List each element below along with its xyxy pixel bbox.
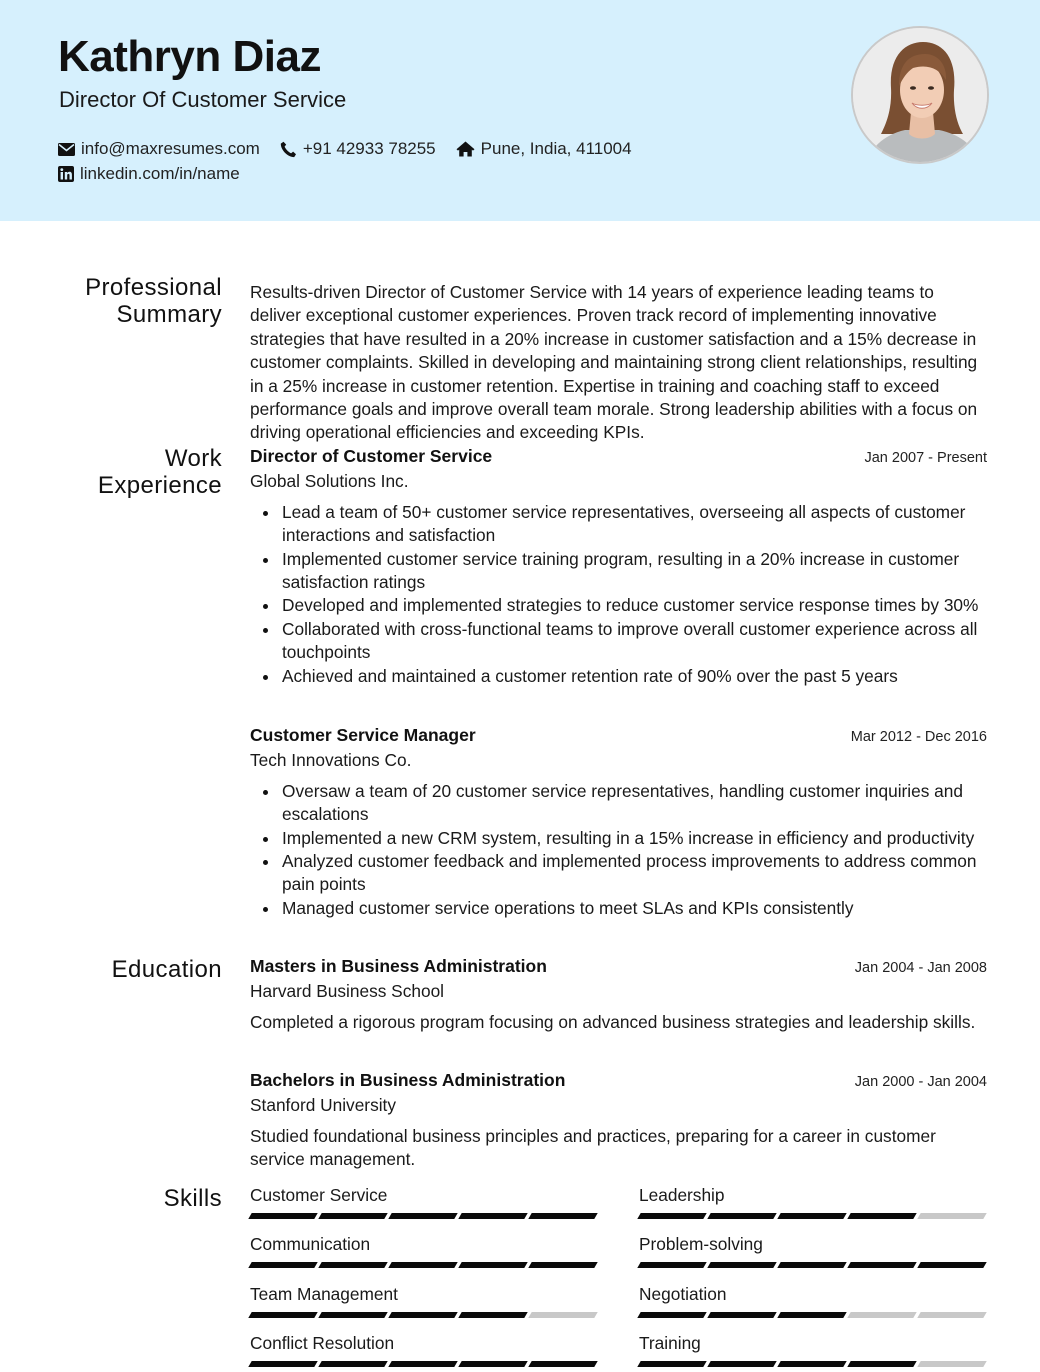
bullet: Analyzed customer feedback and implemented process improvements to address common pain points [250,850,987,897]
school-name: Harvard Business School [250,981,445,1002]
skill-segment-filled [248,1312,317,1318]
skill-rating [250,1213,598,1219]
header [0,0,1040,221]
email-text: info@maxresumes.com [81,139,260,158]
skill-name: Communication [250,1234,371,1254]
summary-text: Results-driven Director of Customer Service with 14 years of experience leading teams to deliver exceptional customer experiences. Proven track record of implementing innovative strategies that have resulted in a 20% increase in customer satisfaction and a 15% decrease in customer complaints. Skilled in developing and maintaining strong client relationships, resulting in a 25% increase in customer retention. Expertise in training and coaching staff to exceed performance goals and improve overall team morale. Strong leadership abilities with a focus on driving operational efficiencies and exceeding KPIs. [250,282,978,443]
work-entry [250,724,987,920]
skill-name: Team Management [250,1284,398,1304]
skill-segment-filled [318,1262,387,1268]
skill-item [639,1184,987,1219]
candidate-name: Kathryn Diaz [58,32,321,81]
skill-segment-filled [248,1213,317,1219]
skill-segment-empty [847,1312,916,1318]
skill-segment-filled [637,1312,706,1318]
skill-item [250,1332,598,1367]
envelope-icon [58,143,75,156]
skill-segment-filled [388,1262,457,1268]
skill-name: Conflict Resolution [250,1333,395,1353]
skill-segment-filled [458,1361,527,1367]
skill-segment-filled [637,1361,706,1367]
skill-segment-filled [707,1262,776,1268]
school-name: Stanford University [250,1095,396,1116]
skill-item [250,1283,598,1318]
skill-name: Training [639,1333,701,1353]
work-heading-text: Work Experience [97,445,222,499]
skills-heading: Skills [163,1185,222,1212]
education-entry [250,955,987,1034]
skill-segment-filled [248,1361,317,1367]
bullet: Achieved and maintained a customer retention rate of 90% over the past 5 years [250,665,987,688]
skill-segment-filled [528,1361,597,1367]
skill-name: Customer Service [250,1185,388,1205]
contact-email[interactable] [58,139,260,159]
skill-rating [250,1262,598,1268]
skill-segment-filled [388,1213,457,1219]
bullet: Developed and implemented strategies to reduce customer service response times by 30% [250,594,987,617]
contact-row [58,139,652,159]
skill-segment-filled [248,1262,317,1268]
skill-segment-filled [637,1213,706,1219]
skill-segment-filled [528,1213,597,1219]
contact-linkedin[interactable] [58,164,240,184]
skill-segment-filled [318,1312,387,1318]
degree-title: Masters in Business Administration [250,956,547,976]
work-entry [250,445,987,688]
skill-item [639,1283,987,1318]
contact-location [456,139,632,159]
skill-segment-filled [388,1361,457,1367]
skill-segment-filled [777,1361,846,1367]
skill-rating [639,1361,987,1367]
linkedin-text: linkedin.com/in/name [80,164,240,183]
education-dates: Jan 2000 - Jan 2004 [854,1074,987,1090]
skill-rating [250,1312,598,1318]
work-dates: Mar 2012 - Dec 2016 [850,729,987,745]
skill-segment-filled [528,1262,597,1268]
skill-item [639,1233,987,1268]
skill-name: Problem-solving [639,1234,763,1254]
bullet: Implemented a new CRM system, resulting in a 15% increase in efficiency and productivity [250,827,987,850]
bullet: Managed customer service operations to meet SLAs and KPIs consistently [250,897,987,920]
profile-photo [851,26,989,164]
skill-item [639,1332,987,1367]
skill-name: Leadership [639,1185,725,1205]
skill-item [250,1184,598,1219]
skill-segment-empty [528,1312,597,1318]
skill-segment-filled [707,1213,776,1219]
skill-segment-filled [777,1262,846,1268]
skill-segment-filled [917,1262,986,1268]
location-text: Pune, India, 411004 [480,139,632,158]
skill-name: Negotiation [639,1284,727,1304]
education-dates: Jan 2004 - Jan 2008 [854,960,987,976]
contact-phone[interactable] [280,139,436,159]
skill-segment-filled [458,1262,527,1268]
work-heading [82,445,222,499]
bullet: Implemented customer service training program, resulting in a 20% increase in customer satisfaction ratings [250,548,987,595]
work-company: Tech Innovations Co. [250,750,412,771]
bullet: Lead a team of 50+ customer service representatives, overseeing all aspects of customer interactions and satisfaction [250,501,987,548]
work-bullets [250,780,987,920]
phone-icon [280,141,297,158]
linkedin-icon [58,166,74,182]
work-bullets [250,501,987,688]
contact-row-2 [58,164,260,184]
bullet: Collaborated with cross-functional teams to improve overall customer experience across all touchpoints [250,618,987,665]
skill-segment-filled [847,1361,916,1367]
work-title: Director of Customer Service [250,446,493,466]
summary-heading [62,274,222,328]
phone-text: +91 42933 78255 [302,139,436,158]
skill-segment-empty [917,1312,986,1318]
skill-item [250,1233,598,1268]
skill-segment-filled [458,1213,527,1219]
work-title: Customer Service Manager [250,725,476,745]
bullet: Oversaw a team of 20 customer service representatives, handling customer inquiries and escalations [250,780,987,827]
skill-segment-filled [777,1213,846,1219]
home-icon [456,141,475,157]
skill-segment-filled [707,1361,776,1367]
skill-rating [639,1312,987,1318]
education-heading: Education [111,956,222,983]
skill-segment-filled [847,1213,916,1219]
skill-rating [639,1262,987,1268]
skill-segment-filled [318,1361,387,1367]
work-dates: Jan 2007 - Present [864,450,987,466]
skill-segment-empty [917,1213,986,1219]
skill-segment-filled [388,1312,457,1318]
skill-segment-filled [707,1312,776,1318]
skill-segment-filled [777,1312,846,1318]
skill-segment-filled [637,1262,706,1268]
skill-segment-filled [458,1312,527,1318]
education-entry [250,1069,987,1172]
education-description: Completed a rigorous program focusing on advanced business strategies and leadership skills. [250,1011,976,1032]
work-company: Global Solutions Inc. [250,471,409,492]
summary-heading-text: Professional Summary [85,274,222,328]
skill-segment-filled [318,1213,387,1219]
skill-rating [250,1361,598,1367]
skill-segment-empty [917,1361,986,1367]
skill-rating [639,1213,987,1219]
education-description: Studied foundational business principles and practices, preparing for a career in customer service management. [250,1125,936,1170]
skill-segment-filled [847,1262,916,1268]
degree-title: Bachelors in Business Administration [250,1070,566,1090]
job-title: Director Of Customer Service [59,87,347,112]
